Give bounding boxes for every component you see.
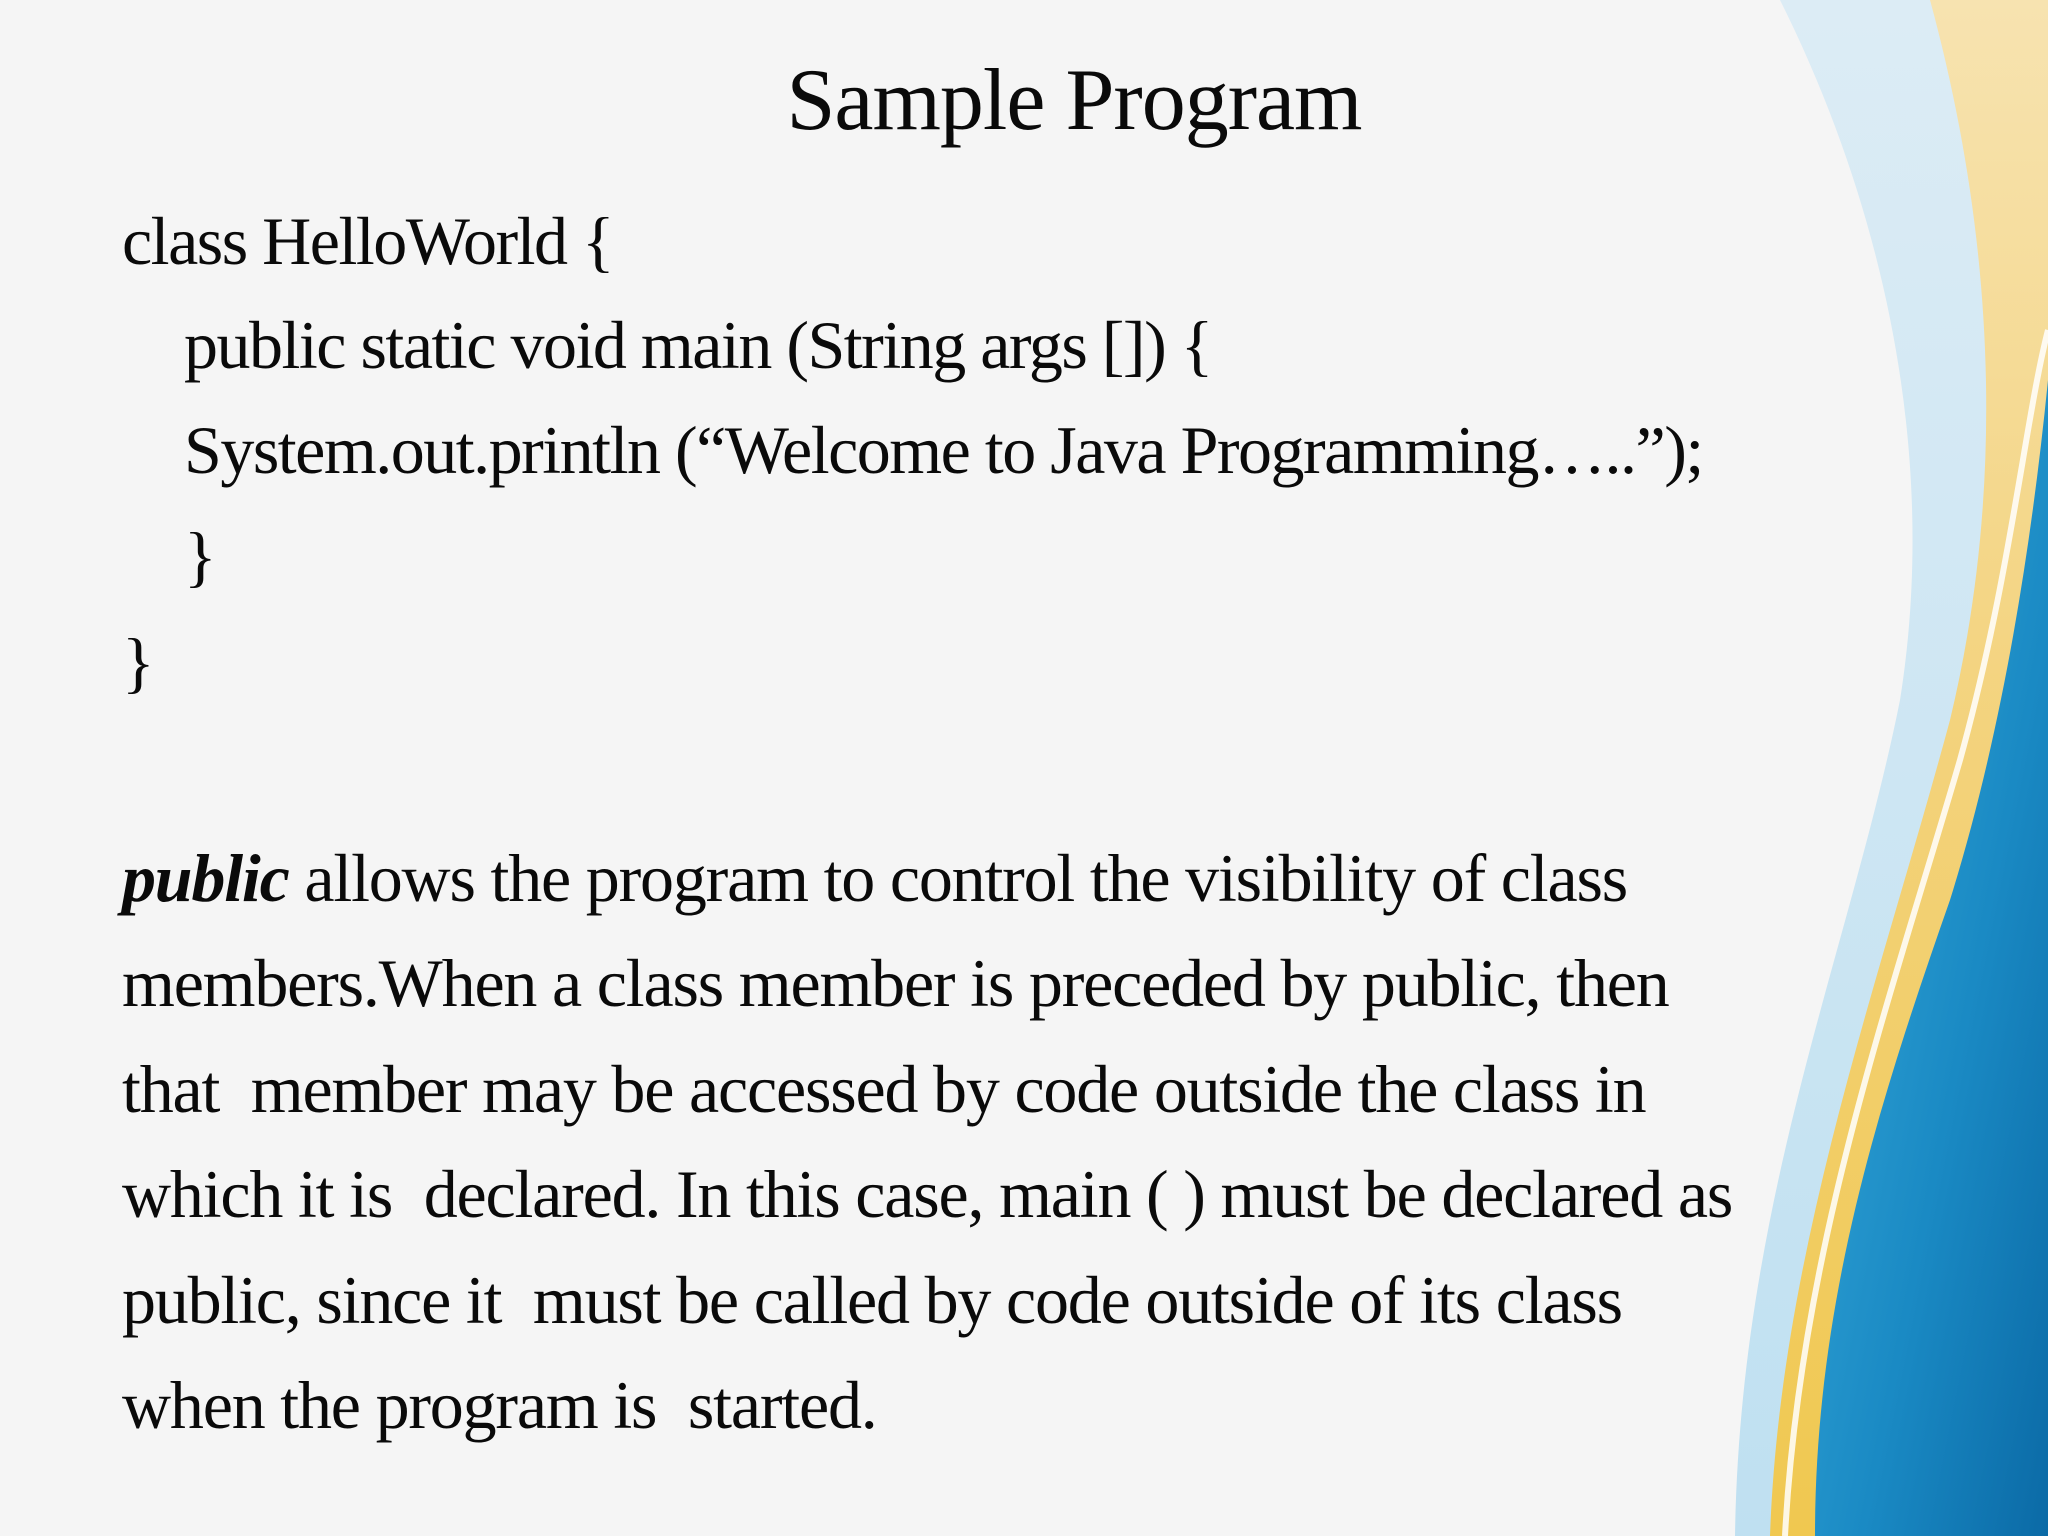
- explanation-line: public, since it must be called by code outside of its class: [122, 1262, 1622, 1338]
- explanation-line-text: allows the program to control the visibility of class: [288, 840, 1627, 916]
- code-line-println: System.out.println (“Welcome to Java Programming…..”);: [184, 412, 1703, 488]
- explanation-line: which it is declared. In this case, main ( ) must be declared as: [122, 1156, 1733, 1232]
- code-line-class: class HelloWorld {: [122, 203, 614, 279]
- slide-title: Sample Program: [786, 52, 1362, 149]
- explanation-line: that member may be accessed by code outside the class in: [122, 1051, 1646, 1127]
- code-line-main: public static void main (String args []) {: [184, 307, 1212, 383]
- explanation-line: [122, 838, 1627, 918]
- keyword-public: public: [122, 840, 289, 916]
- code-line-close-method: }: [184, 518, 216, 594]
- explanation-line: when the program is started.: [122, 1367, 877, 1443]
- explanation-line: members.When a class member is preceded by public, then: [122, 945, 1669, 1021]
- code-line-close-class: }: [122, 624, 154, 700]
